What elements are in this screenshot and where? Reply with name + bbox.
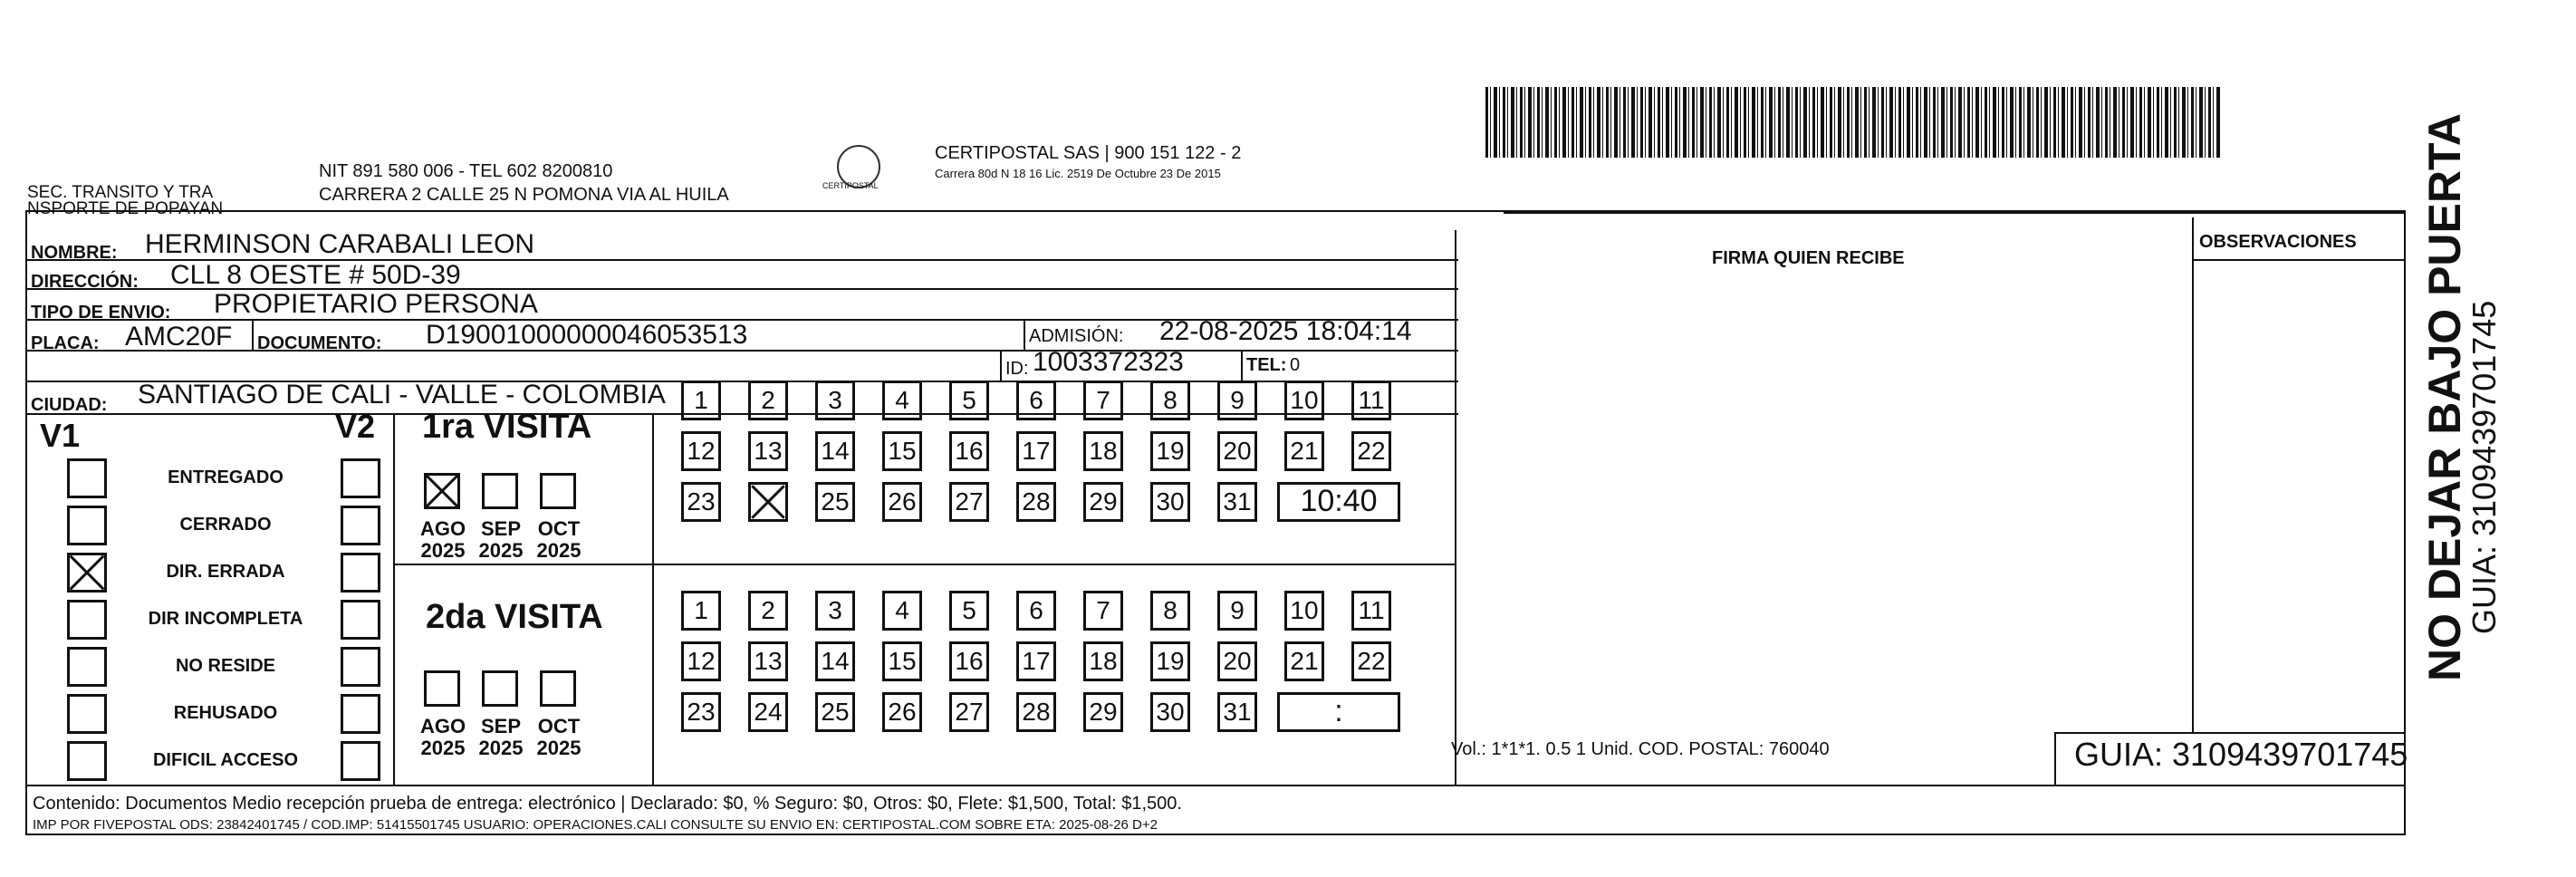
day-checkbox[interactable]: 31 bbox=[1217, 482, 1257, 522]
barcode bbox=[1485, 87, 2221, 158]
day-checkbox[interactable]: 20 bbox=[1217, 641, 1257, 681]
day-checkbox[interactable]: 24 bbox=[748, 692, 788, 732]
month-checkbox[interactable] bbox=[424, 473, 460, 509]
day-checkbox[interactable]: 16 bbox=[949, 431, 989, 471]
day-checkbox[interactable]: 8 bbox=[1150, 591, 1190, 631]
day-checkbox[interactable]: 16 bbox=[949, 641, 989, 681]
day-checkbox[interactable]: 30 bbox=[1150, 692, 1190, 732]
observaciones-label: OBSERVACIONES bbox=[2199, 232, 2357, 252]
year-label: 2025 bbox=[478, 539, 524, 562]
day-checkbox[interactable]: 15 bbox=[882, 641, 922, 681]
day-checkbox[interactable]: 17 bbox=[1016, 641, 1056, 681]
admision-label: ADMISIÓN: bbox=[1029, 326, 1124, 346]
v1-checkbox[interactable] bbox=[67, 553, 107, 593]
day-checkbox[interactable]: 5 bbox=[949, 381, 989, 420]
day-checkbox[interactable]: 14 bbox=[815, 431, 855, 471]
shipment-summary: Vol.: 1*1*1. 0.5 1 Unid. COD. POSTAL: 760040 bbox=[1451, 739, 1830, 759]
ciudad-label: CIUDAD: bbox=[31, 395, 108, 415]
v2-checkbox[interactable] bbox=[341, 553, 380, 593]
day-checkbox[interactable]: 4 bbox=[882, 591, 922, 631]
imp-line: IMP POR FIVEPOSTAL ODS: 23842401745 / COD.IMP: 51415501745 USUARIO: OPERACIONES.CALI CONSULTE SU ENVIO EN: CERTIPOSTAL.COM SOBRE ETA: 2025-08-26 D+2 bbox=[33, 817, 1158, 833]
v1-checkbox[interactable] bbox=[67, 506, 107, 545]
day-checkbox[interactable]: 29 bbox=[1083, 692, 1123, 732]
day-checkbox[interactable]: 4 bbox=[882, 381, 922, 420]
month-caption bbox=[529, 518, 589, 562]
day-checkbox[interactable]: 7 bbox=[1083, 381, 1123, 420]
month-label: OCT bbox=[537, 715, 581, 737]
day-checkbox[interactable]: 19 bbox=[1150, 431, 1190, 471]
day-checkbox[interactable]: 18 bbox=[1083, 641, 1123, 681]
direccion-value: CLL 8 OESTE # 50D-39 bbox=[170, 260, 461, 290]
nombre-label: NOMBRE: bbox=[31, 243, 118, 263]
day-checkbox[interactable]: 22 bbox=[1351, 431, 1391, 471]
month-label: SEP bbox=[480, 715, 522, 737]
tel-label: TEL: bbox=[1246, 355, 1287, 375]
day-checkbox[interactable]: 27 bbox=[949, 482, 989, 522]
month-caption bbox=[413, 518, 473, 562]
year-label: 2025 bbox=[420, 539, 466, 562]
day-checkbox[interactable]: 29 bbox=[1083, 482, 1123, 522]
day-checkbox[interactable]: 23 bbox=[681, 482, 721, 522]
reason-label: DIFICIL ACCESO bbox=[152, 750, 298, 770]
v2-checkbox[interactable] bbox=[341, 600, 380, 640]
month-caption bbox=[529, 716, 589, 759]
v2-checkbox[interactable] bbox=[341, 741, 380, 781]
day-checkbox[interactable]: 9 bbox=[1217, 381, 1257, 420]
day-checkbox[interactable]: 21 bbox=[1284, 431, 1324, 471]
v2-checkbox[interactable] bbox=[341, 647, 380, 687]
month-label: OCT bbox=[537, 517, 581, 540]
reason-label: ENTREGADO bbox=[168, 467, 284, 487]
placa-label: PLACA: bbox=[31, 333, 100, 353]
documento-label: DOCUMENTO: bbox=[257, 333, 382, 353]
first-visit-label: 1ra VISITA bbox=[422, 408, 592, 446]
day-checkbox[interactable]: 31 bbox=[1217, 692, 1257, 732]
day-checkbox[interactable]: 19 bbox=[1150, 641, 1190, 681]
reason-label: NO RESIDE bbox=[175, 656, 276, 676]
v1-checkbox[interactable] bbox=[67, 458, 107, 498]
day-checkbox[interactable]: 3 bbox=[815, 591, 855, 631]
day-checkbox[interactable]: 10 bbox=[1284, 591, 1324, 631]
company-address: Carrera 80d N 18 16 Lic. 2519 De Octubre 23 De 2015 bbox=[935, 167, 1221, 180]
second-visit-label: 2da VISITA bbox=[426, 598, 603, 636]
month-checkbox[interactable] bbox=[540, 670, 576, 707]
contenido-line: Contenido: Documentos Medio recepción prueba de entrega: electrónico | Declarado: $0, % Seguro: $0, Otros: $0, Flete: $1,500, Total: $1,500. bbox=[33, 794, 1182, 814]
day-checkbox[interactable]: 2 bbox=[748, 381, 788, 420]
tel-value: 0 bbox=[1290, 355, 1301, 375]
day-checkbox[interactable]: 1 bbox=[681, 381, 721, 420]
day-checkbox[interactable] bbox=[748, 482, 788, 522]
day-checkbox[interactable]: 15 bbox=[882, 431, 922, 471]
day-checkbox[interactable]: 26 bbox=[882, 482, 922, 522]
tipo-envio-label: TIPO DE ENVIO: bbox=[31, 303, 171, 323]
month-label: SEP bbox=[480, 517, 522, 540]
day-checkbox[interactable]: 5 bbox=[949, 591, 989, 631]
day-checkbox[interactable]: 13 bbox=[748, 641, 788, 681]
day-checkbox[interactable]: 2 bbox=[748, 591, 788, 631]
month-label: AGO bbox=[419, 517, 466, 540]
month-checkbox[interactable] bbox=[482, 670, 518, 707]
v2-checkbox[interactable] bbox=[341, 458, 380, 498]
day-checkbox[interactable]: 27 bbox=[949, 692, 989, 732]
day-checkbox[interactable]: 28 bbox=[1016, 692, 1056, 732]
day-checkbox[interactable]: 25 bbox=[815, 692, 855, 732]
visit-time-field[interactable]: 10:40 bbox=[1277, 482, 1400, 522]
month-caption bbox=[471, 716, 531, 759]
reason-label: REHUSADO bbox=[173, 703, 278, 723]
nombre-value: HERMINSON CARABALI LEON bbox=[145, 229, 535, 259]
reason-label: DIR. ERRADA bbox=[166, 562, 285, 582]
month-checkbox[interactable] bbox=[540, 473, 576, 509]
day-checkbox[interactable]: 6 bbox=[1016, 591, 1056, 631]
v1-label: V1 bbox=[40, 417, 81, 454]
day-checkbox[interactable]: 11 bbox=[1351, 591, 1391, 631]
month-label: AGO bbox=[419, 715, 466, 737]
year-label: 2025 bbox=[536, 737, 582, 759]
firma-label: FIRMA QUIEN RECIBE bbox=[1712, 248, 1905, 268]
day-checkbox[interactable]: 28 bbox=[1016, 482, 1056, 522]
ciudad-value: SANTIAGO DE CALI - VALLE - COLOMBIA bbox=[138, 380, 666, 410]
v2-checkbox[interactable] bbox=[341, 694, 380, 734]
id-value: 1003372323 bbox=[1033, 347, 1184, 377]
day-checkbox[interactable]: 12 bbox=[681, 431, 721, 471]
visit-time-field[interactable]: : bbox=[1277, 692, 1400, 732]
day-checkbox[interactable]: 13 bbox=[748, 431, 788, 471]
year-label: 2025 bbox=[536, 539, 582, 562]
day-checkbox[interactable]: 17 bbox=[1016, 431, 1056, 471]
month-checkbox[interactable] bbox=[482, 473, 518, 509]
month-checkbox[interactable] bbox=[424, 670, 460, 707]
day-checkbox[interactable]: 11 bbox=[1351, 381, 1391, 420]
day-checkbox[interactable]: 14 bbox=[815, 641, 855, 681]
reason-label: DIR INCOMPLETA bbox=[148, 609, 303, 629]
day-checkbox[interactable]: 18 bbox=[1083, 431, 1123, 471]
id-label: ID: bbox=[1005, 359, 1029, 379]
day-checkbox[interactable]: 30 bbox=[1150, 482, 1190, 522]
day-checkbox[interactable]: 8 bbox=[1150, 381, 1190, 420]
v1-checkbox[interactable] bbox=[67, 600, 107, 640]
guia-box: GUIA: 3109439701745 bbox=[2074, 736, 2408, 773]
day-checkbox[interactable]: 12 bbox=[681, 641, 721, 681]
company-line: CERTIPOSTAL SAS | 900 151 122 - 2 bbox=[935, 143, 1242, 163]
documento-value: D19001000000046053513 bbox=[426, 320, 748, 350]
day-checkbox[interactable]: 10 bbox=[1284, 381, 1324, 420]
v1-checkbox[interactable] bbox=[67, 694, 107, 734]
year-label: 2025 bbox=[420, 737, 466, 759]
v2-label: V2 bbox=[335, 408, 376, 445]
day-checkbox[interactable]: 3 bbox=[815, 381, 855, 420]
reason-label: CERRADO bbox=[179, 515, 272, 535]
month-caption bbox=[471, 518, 531, 562]
day-checkbox[interactable]: 7 bbox=[1083, 591, 1123, 631]
agency-line-2: NSPORTE DE POPAYAN bbox=[27, 199, 224, 218]
address-line: CARRERA 2 CALLE 25 N POMONA VIA AL HUILA bbox=[319, 185, 729, 205]
day-checkbox[interactable]: 6 bbox=[1016, 381, 1056, 420]
agency-line-1: SEC. TRANSITO Y TRA bbox=[27, 183, 214, 202]
day-checkbox[interactable]: 9 bbox=[1217, 591, 1257, 631]
side-guia-text: GUIA: 3109439701745 bbox=[2465, 300, 2503, 634]
direccion-label: DIRECCIÓN: bbox=[31, 272, 139, 292]
v1-checkbox[interactable] bbox=[67, 741, 107, 781]
day-checkbox[interactable]: 21 bbox=[1284, 641, 1324, 681]
tipo-envio-value: PROPIETARIO PERSONA bbox=[214, 289, 538, 319]
day-checkbox[interactable]: 22 bbox=[1351, 641, 1391, 681]
year-label: 2025 bbox=[478, 737, 524, 759]
month-caption bbox=[413, 716, 473, 759]
v1-checkbox[interactable] bbox=[67, 647, 107, 687]
day-checkbox[interactable]: 20 bbox=[1217, 431, 1257, 471]
nit-line: NIT 891 580 006 - TEL 602 8200810 bbox=[319, 161, 613, 181]
admision-value: 22-08-2025 18:04:14 bbox=[1159, 316, 1412, 346]
day-checkbox[interactable]: 23 bbox=[681, 692, 721, 732]
logo-text: CERTIPOSTAL bbox=[822, 181, 879, 190]
no-dejar-text: NO DEJAR BAJO PUERTA bbox=[2419, 113, 2470, 681]
divider bbox=[1504, 212, 2406, 214]
sender-info bbox=[319, 159, 729, 207]
day-checkbox[interactable]: 1 bbox=[681, 591, 721, 631]
day-checkbox[interactable]: 25 bbox=[815, 482, 855, 522]
placa-value: AMC20F bbox=[125, 322, 233, 352]
v2-checkbox[interactable] bbox=[341, 506, 380, 545]
day-checkbox[interactable]: 26 bbox=[882, 692, 922, 732]
